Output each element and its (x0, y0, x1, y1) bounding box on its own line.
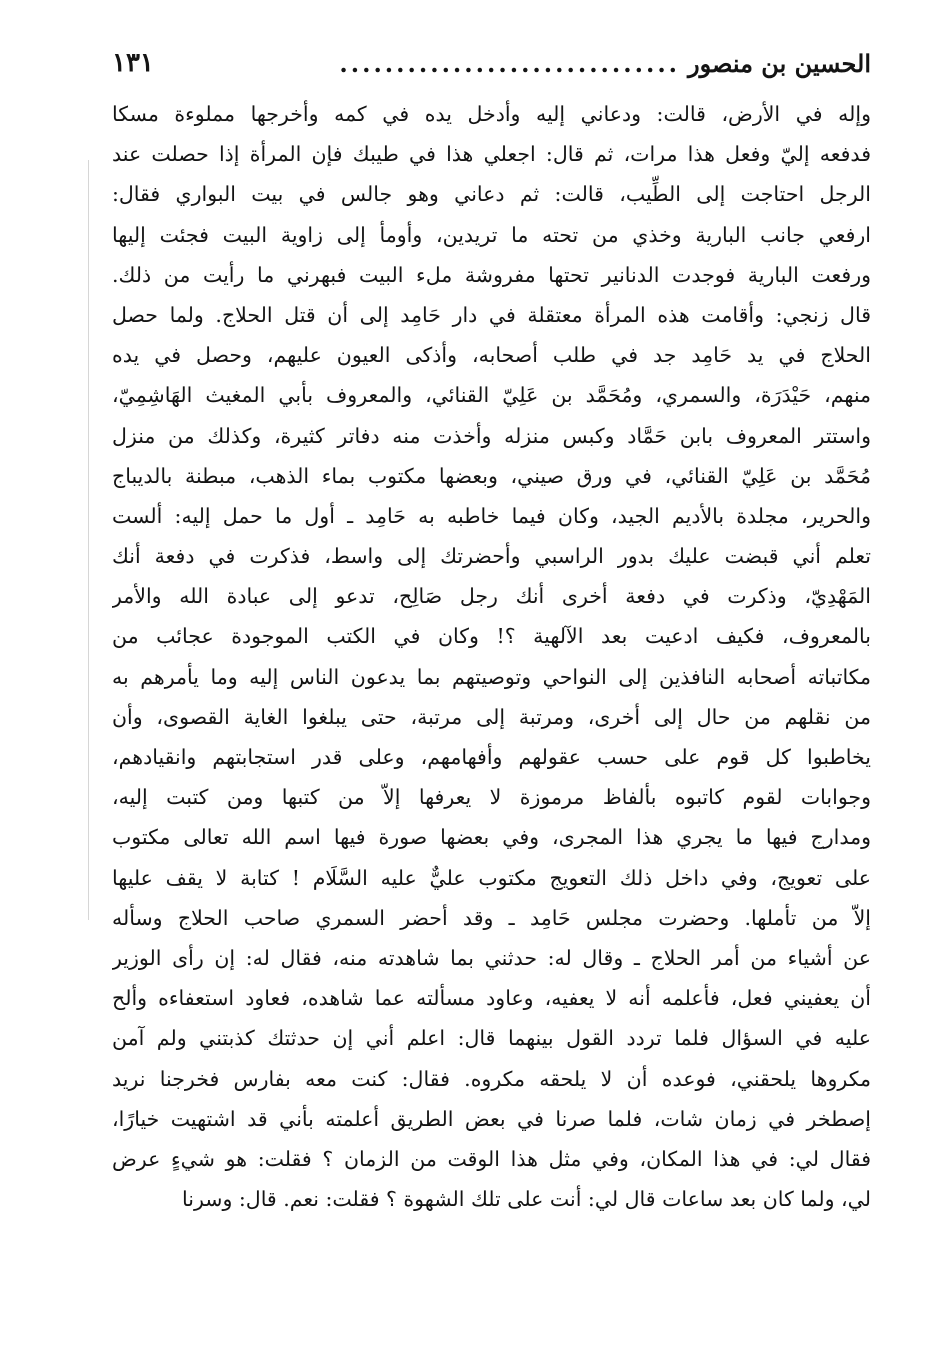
text-line: على تعويج، وفي داخل ذلك التعويج مكتوب عليٌّ عليه السَّلَام ! كتابة لا يقف عليها (112, 865, 871, 890)
header-leader-dots: .............................. (339, 48, 681, 78)
text-line: إلاّ من تأملها. وحضرت مجلس حَامِد ـ وقد أحضر السمري صاحب الحلاج وسأله (112, 905, 871, 930)
text-line: ورفعت البارية فوجدت الدنانير تحتها مفروشة ملء البيت فبهرني ما رأيت من ذلك. (112, 262, 871, 287)
text-line: إصطخر في زمان شات، فلما صرنا في بعض الطريق أعلمته بأني قد اشتهيت خيارًا، (112, 1106, 871, 1131)
header-title: الحسين بن منصور (688, 48, 871, 78)
text-line: وإله في الأرض، قالت: ودعاني إليه وأدخل يده في كمه وأخرجها مملوءة مسكا (112, 102, 871, 126)
text-line: قال زنجي: وأقامت هذه المرأة معتقلة في دار حَامِد إلى أن قتل الحلاج. ولما حصل (112, 302, 871, 327)
text-line: واستتر المعروف بابن حَمَّاد وكبس منزله وأخذت منه دفاتر كثيرة، وكذلك من منزل (112, 423, 871, 448)
text-line: مكروها يلحقني، فوعده أن لا يلحقه مكروه. فقال: كنت معه بفارس فخرجنا نريد (112, 1066, 871, 1091)
text-line: مكاتباته أصحابه النافذين إلى النواحي وتوصيتهم بما يدعون الناس إليه وما يأمرهم به (112, 664, 871, 689)
text-line: بالمعروف، فكيف ادعيت بعد الآلهية ؟! وكان في الكتب الموجودة عجائب من (112, 624, 871, 649)
text-line: عن أشياء من أمر الحلاج ـ وقال له: حدثني بما شاهدته منه، فقال له: إن رأى الوزير (112, 945, 871, 970)
page-number: ١٣١ (112, 48, 154, 78)
text-line: لي، ولما كان بعد ساعات قال لي: أنت على تلك الشهوة ؟ فقلت: نعم. قال: وسرنا (182, 1187, 871, 1212)
text-line: من نقلهم من حال إلى أخرى، ومرتبة إلى مرتبة، حتى يبلغوا الغاية القصوى، وأن (112, 704, 871, 729)
text-line: تعلم أني قبضت عليك بدور الراسبي وأحضرتك إلى واسط، فذكرت في دفعة أنك (112, 544, 871, 569)
text-line: يخاطبوا كل قوم على حسب عقولهم وأفهامهم، وعلى قدر استجابتهم وانقيادهم، (112, 745, 871, 769)
page-edge-divider (88, 160, 89, 920)
body-text (112, 94, 871, 1219)
text-line: فقال لي: في هذا المكان، وفي مثل هذا الوقت من الزمان ؟ فقلت: هو شيءٍ عرض (112, 1146, 871, 1171)
text-line: منهم، حَيْدَرَة، والسمري، ومُحَمَّد بن عَلِيّ القنائي، والمعروف بأبي المغيث الهَاشِمِيّ، (112, 383, 871, 408)
text-line: الحلاج في يد حَامِد جد في طلب أصحابه، وأذكى العيون عليهم، وحصل في يده (112, 343, 871, 368)
text-line: عليه في السؤال فلما تردد القول بينهما قال: اعلم أني إن حدثتك كذبتني ولم آمن (112, 1026, 871, 1051)
text-line: ومدارج فيها ما يجري هذا المجرى، وفي بعضها صورة فيها اسم الله تعالى مكتوب (112, 825, 871, 850)
running-header (112, 40, 871, 86)
text-line: وجوابات لقوم كاتبوه بألفاظ مرموزة لا يعرفها إلاّ من كتبها ومن كتبت إليه، (112, 785, 871, 810)
text-line: المَهْدِيّ، وذكرت في دفعة أخرى أنك رجل صَالِح، تدعو إلى عبادة الله والأمر (112, 584, 871, 609)
text-line: مُحَمَّد بن عَلِيّ القنائي، في ورق صيني، وبعضها مكتوب بماء الذهب، مبطنة بالديباج (112, 463, 871, 488)
text-line: فدفعه إليّ وفعل هذا مرات، ثم قال: اجعلي هذا في طيبك فإن المرأة إذا حصلت عند (112, 142, 871, 167)
text-line: والحرير، مجلدة بالأديم الجيد، وكان فيما خاطبه به حَامِد ـ أول ما حمل إليه: ألست (112, 503, 871, 528)
text-line: أن يعفيني فعل، فأعلمه أنه لا يعفيه، وعاود مسألته عما شاهده، فعاود استعفاءه وألح (112, 986, 871, 1011)
text-line: ارفعي جانب البارية وخذي من تحته ما تريدين، وأومأ إلى زاوية البيت فجئت إليها (112, 222, 871, 247)
text-line: الرجل احتاجت إلى الطِّيب، قالت: ثم دعاني وهو جالس في بيت البواري فقال: (112, 182, 871, 207)
